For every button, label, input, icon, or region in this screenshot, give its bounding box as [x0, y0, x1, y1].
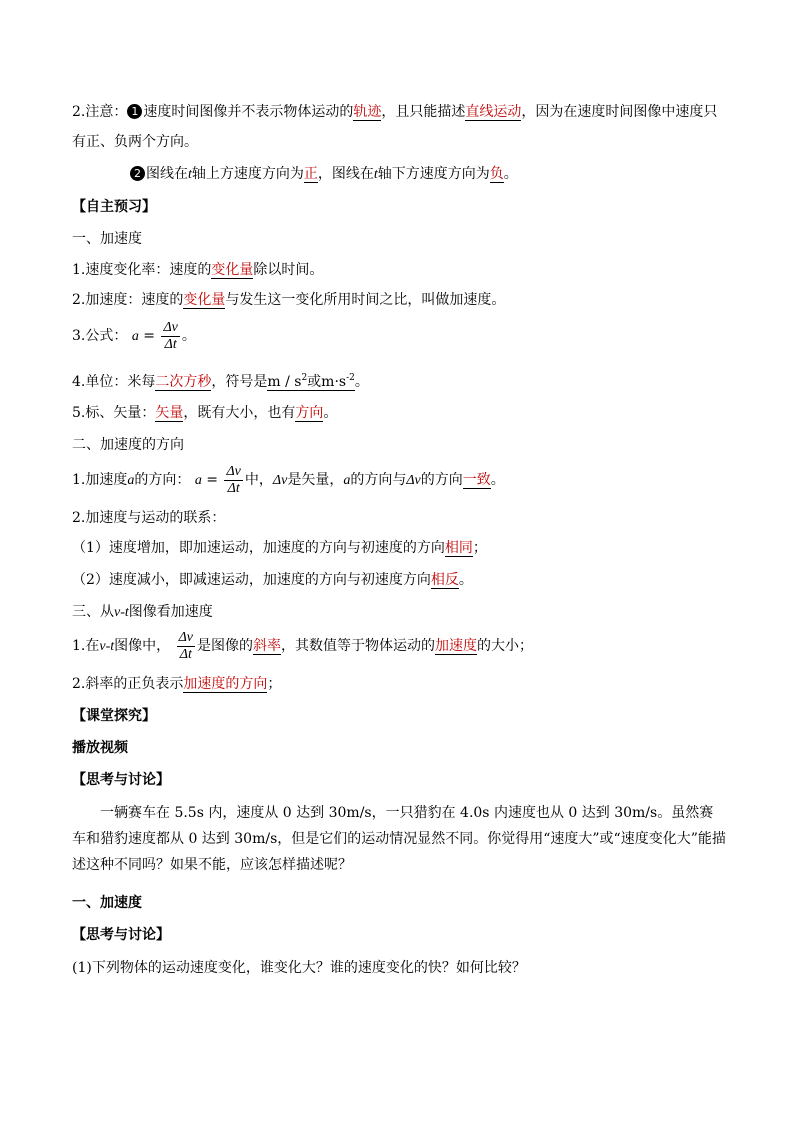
- text: 速度时间图像并不表示物体运动的: [143, 104, 354, 120]
- text: 4.单位：米每: [72, 374, 156, 390]
- unit-text: m·s: [321, 374, 347, 390]
- text: ，因为在速度时间图像中速度只: [521, 104, 718, 120]
- unit-text: m / s: [267, 374, 302, 390]
- text: ，符号是: [211, 374, 268, 390]
- text: 三、从: [72, 604, 114, 620]
- text: 的大小；: [477, 638, 534, 654]
- text: 1.速度变化率：速度的: [72, 262, 212, 278]
- text: ，既有大小，也有: [183, 405, 296, 421]
- superscript: 2: [301, 373, 308, 383]
- text: 的方向: [420, 472, 463, 488]
- note-label: 2.注意：: [72, 104, 128, 120]
- fraction-numerator: Δv: [163, 319, 178, 335]
- text: ，图线在: [317, 166, 374, 182]
- fraction: [224, 464, 242, 497]
- text: 5.标、矢量：: [72, 405, 156, 421]
- answer-blank: 变化量: [183, 292, 226, 308]
- fraction-denominator: Δt: [164, 336, 177, 352]
- note-line-2: 有正、负两个方向。: [72, 134, 198, 150]
- text: ，且只能描述: [381, 104, 466, 120]
- text: 1.在: [72, 638, 100, 654]
- v-t-label: v-t: [114, 605, 129, 620]
- section-heading: 【课堂探究】: [72, 708, 156, 724]
- subsection-title: 一、加速度: [72, 231, 142, 247]
- fraction: [177, 630, 195, 663]
- item-2: [72, 290, 505, 310]
- delta-v: Δv: [406, 473, 421, 488]
- note-line-1: [72, 102, 717, 122]
- answer-blank: 加速度的方向: [183, 676, 268, 692]
- answer-blank: 相同: [444, 540, 473, 556]
- answer-blank: 负: [489, 166, 504, 182]
- variable-a: a: [127, 473, 135, 488]
- equals-sign: =: [206, 472, 218, 488]
- text: 中，: [244, 472, 273, 488]
- fraction-numerator: Δv: [226, 463, 241, 479]
- answer-blank: 方向: [295, 405, 324, 421]
- answer-blank: 一致: [462, 472, 491, 488]
- text: 轴下方速度方向为: [377, 166, 490, 182]
- superscript: -2: [346, 373, 355, 383]
- vt-item-2: [72, 674, 281, 694]
- variable-a: a: [194, 473, 202, 488]
- text: 图像中，: [114, 638, 171, 654]
- direction-sub-1: [72, 538, 487, 558]
- subsection-title: 二、加速度的方向: [72, 437, 184, 453]
- answer-blank: 二次方秒: [155, 374, 212, 390]
- video-label: 播放视频: [72, 740, 128, 756]
- text: 轴上方速度方向为: [191, 166, 304, 182]
- question-1: (1)下列物体的运动速度变化，谁变化大？谁的速度变化的快？如何比较？: [72, 960, 526, 976]
- item-5: [72, 403, 337, 423]
- text: 是图像的: [197, 638, 254, 654]
- subsection-title: 一、加速度: [72, 895, 142, 911]
- answer-blank: 加速度: [435, 638, 478, 654]
- text: 1.加速度: [72, 472, 128, 488]
- variable-t: t: [188, 167, 192, 182]
- text: 的方向：: [134, 472, 191, 488]
- item-3-formula: [72, 318, 196, 355]
- text: 。: [323, 405, 338, 421]
- text: （1）速度增加，即加速运动，加速度的方向与初速度的方向: [72, 540, 445, 556]
- text: 2.加速度：速度的: [72, 292, 184, 308]
- fraction-numerator: Δv: [178, 629, 194, 645]
- text: 。: [354, 374, 369, 390]
- answer-blank: 变化量: [211, 262, 254, 278]
- answer-blank: 矢量: [155, 405, 184, 421]
- direction-item-2: 2.加速度与运动的联系：: [72, 510, 226, 526]
- discussion-paragraph: 一辆赛车在 5.5s 内，速度从 0 达到 30m/s，一只猎豹在 4.0s 内速度也从 0 达到 30m/s。虽然赛车和猎豹速度都从 0 达到 30m/s，但是它们的运动情况显然不同。你觉得用“速度大”或“速度变化大”能描述这种不同吗？如果不能，应该怎样描述呢？: [72, 805, 726, 873]
- answer-blank: 斜率: [253, 638, 282, 654]
- text: 的方向与: [350, 472, 407, 488]
- direction-sub-2: [72, 570, 473, 590]
- note-line-3: [130, 164, 518, 185]
- text: 是矢量，: [287, 472, 344, 488]
- item-1: [72, 260, 323, 280]
- fraction-denominator: Δt: [227, 480, 240, 496]
- delta-v: Δv: [272, 473, 288, 488]
- answer-blank: 轨迹: [353, 104, 382, 120]
- text: 2.斜率的正负表示: [72, 676, 184, 692]
- text: 图像看加速度: [128, 604, 213, 620]
- answer-unit: [267, 374, 355, 391]
- text: 。: [503, 166, 518, 182]
- answer-blank: 直线运动: [465, 104, 522, 120]
- text: 。: [181, 328, 196, 344]
- vt-item-1: [72, 628, 533, 665]
- text: ；: [267, 676, 282, 692]
- text: 或: [307, 374, 322, 390]
- text: ，其数值等于物体运动的: [281, 638, 436, 654]
- variable-a: a: [343, 473, 351, 488]
- direction-item-1: [72, 462, 505, 499]
- answer-blank: 相反: [430, 572, 459, 588]
- text: 与发生这一变化所用时间之比，叫做加速度。: [225, 292, 506, 308]
- text: （2）速度减小，即减速运动，加速度的方向与初速度方向: [72, 572, 431, 588]
- item-4: [72, 368, 369, 392]
- text: 图线在: [146, 166, 188, 182]
- text: 3.公式：: [72, 328, 128, 344]
- text: 除以时间。: [253, 262, 324, 278]
- circled-number-2: 2: [130, 166, 145, 181]
- discussion-heading: 【思考与讨论】: [72, 772, 170, 788]
- answer-blank: 正: [303, 166, 318, 182]
- variable-t: t: [373, 167, 378, 182]
- subsection-title: [72, 602, 213, 623]
- discussion-heading: 【思考与讨论】: [72, 927, 170, 943]
- circled-number-1: 1: [127, 104, 142, 119]
- text: ；: [472, 540, 487, 556]
- text: 。: [490, 472, 505, 488]
- text: 。: [458, 572, 473, 588]
- v-t-label: v-t: [99, 639, 115, 654]
- fraction-denominator: Δt: [179, 646, 192, 662]
- equals-sign: =: [143, 328, 155, 344]
- variable-a: a: [131, 329, 139, 344]
- fraction: [161, 320, 179, 353]
- section-heading: 【自主预习】: [72, 199, 156, 215]
